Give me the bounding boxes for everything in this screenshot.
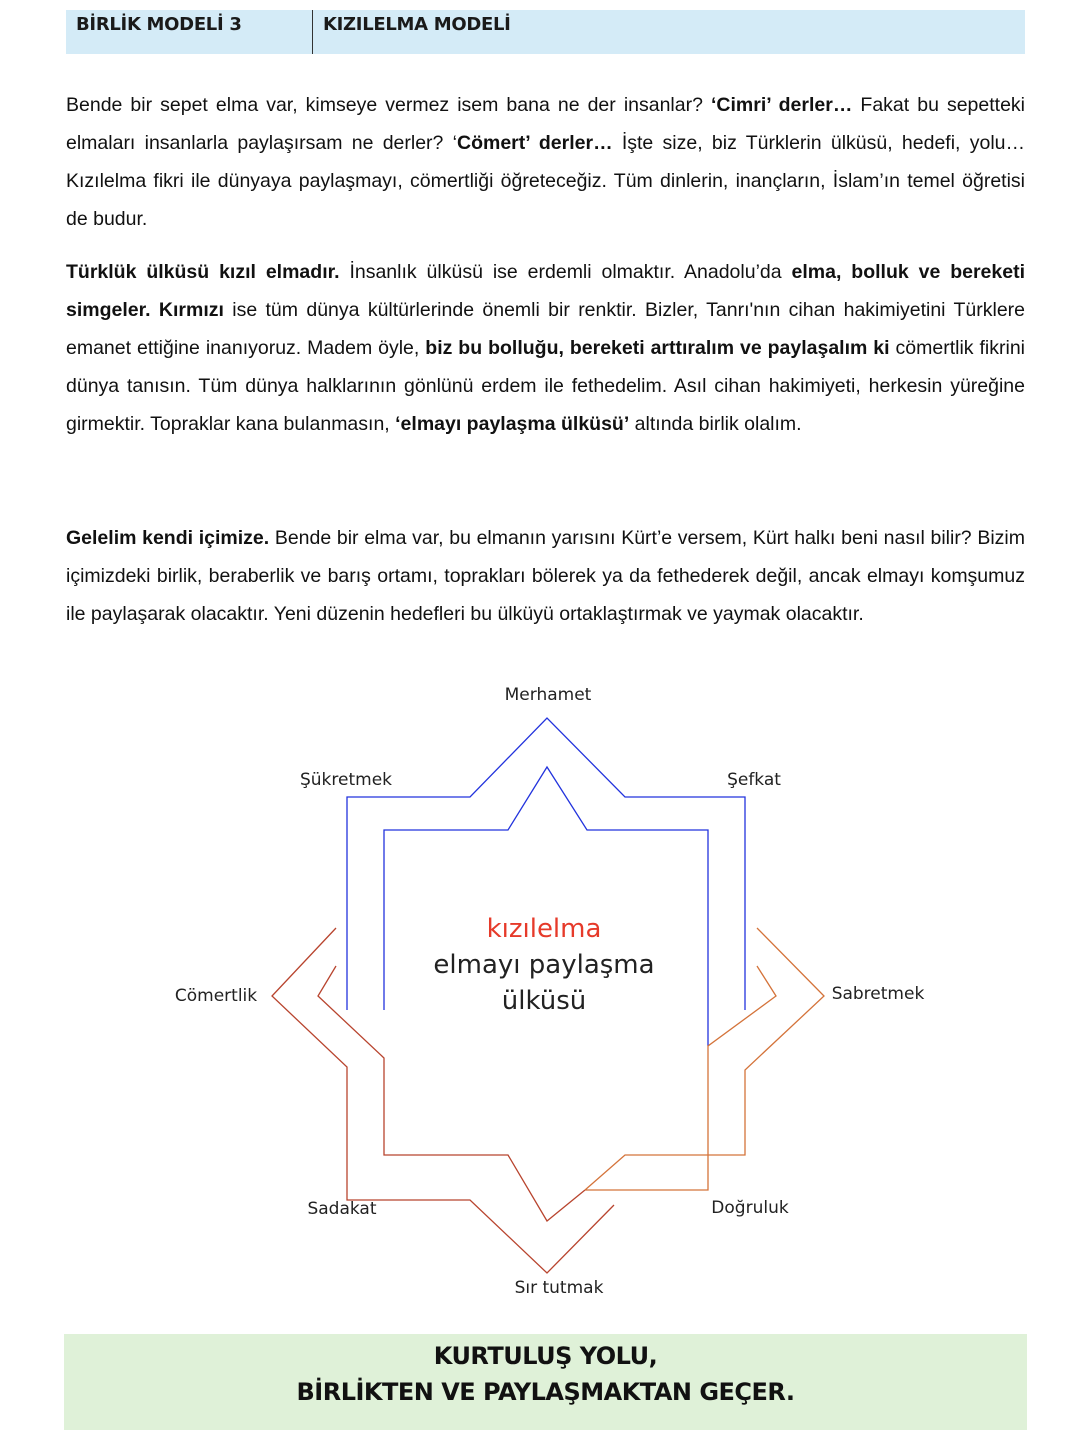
text-run: ise tüm dünya kültürlerinde önemli bir renktir. Bizler, Tanrı'nın cihan hakimiyetini Türklere emanet ettiğine inanıyoruz. Madem öyle, [66, 299, 1025, 359]
bold-text-run: biz bu bolluğu, bereketi arttıralım ve paylaşalım ki [425, 337, 890, 359]
label-dogruluk: Doğruluk [711, 1198, 789, 1218]
center-subtitle-line2: ülküsü [501, 986, 587, 1016]
label-sadakat: Sadakat [307, 1199, 377, 1219]
model-number-label: BİRLİK MODELİ 3 [76, 14, 242, 35]
paragraph-kendi-icimize [66, 519, 1025, 633]
center-subtitle-line1: elmayı paylaşma [433, 950, 655, 980]
paragraph-turkluk-ulkusu [66, 253, 1025, 443]
center-title-kizilelma: kızılelma [486, 914, 602, 944]
label-sabretmek: Sabretmek [831, 984, 925, 1004]
bold-text-run: Türklük ülküsü kızıl elmadır. [66, 261, 340, 283]
label-sukretmek: Şükretmek [299, 770, 393, 790]
text-run: altında birlik olalım. [629, 413, 802, 435]
text-run: cömertlik fikrini dünya tanısın. Tüm dünya halklarının gönlünü erdem ile fethedelim. Asıl cihan hakimiyeti, herkesin yüreğine girmektir. Topraklar kana bulanmasın, [66, 337, 1025, 435]
kizilelma-diagram [0, 672, 1076, 1322]
model-title: KIZILELMA MODELİ [323, 14, 511, 35]
bold-text-run: ‘Cimri’ derler… [711, 94, 853, 116]
label-comertlik: Cömertlik [174, 986, 258, 1006]
text-run: Fakat bu sepetteki elmaları insanlarla paylaşırsam ne derler? ‘ [66, 94, 1025, 154]
text-run: Bende bir elma var, bu elmanın yarısını Kürt’e versem, Kürt halkı beni nasıl bilir? Bizim içimizdeki birlik, beraberlik ve barış ortamı, toprakları bölerek ya da fethederek değil, ancak elmayı komşumuz ile paylaşarak olacaktır. Yeni düzenin hedefleri bu ülküyü ortaklaştırmak ve yaymak olacaktır. [66, 527, 1025, 625]
text-run: Bende bir sepet elma var, kimseye vermez isem bana ne der insanlar? [66, 94, 711, 116]
bold-text-run: ‘elmayı paylaşma ülküsü’ [395, 413, 630, 435]
bold-text-run: elma, bolluk ve bereketi simgeler. Kırmızı [66, 261, 1025, 321]
text-run: İşte size, biz Türklerin ülküsü, hedefi, yolu… Kızılelma fikri ile dünyaya paylaşmayı, cömertliği öğreteceğiz. Tüm dinlerin, inançların, İslam’ın temel öğretisi de budur. [66, 132, 1026, 230]
paragraph-sepet-elma [66, 86, 1025, 238]
bold-text-run: Cömert’ derler… [457, 132, 613, 154]
header-divider [312, 10, 313, 54]
label-sir-tutmak: Sır tutmak [514, 1278, 604, 1298]
label-merhamet: Merhamet [504, 685, 592, 705]
footer-banner [64, 1334, 1027, 1430]
footer-line-1: KURTULUŞ YOLU, [433, 1342, 658, 1370]
section-header [66, 10, 1025, 54]
label-sefkat: Şefkat [727, 770, 781, 790]
bold-text-run: Gelelim kendi içimize. [66, 527, 270, 549]
footer-line-2: BİRLİKTEN VE PAYLAŞMAKTAN GEÇER. [296, 1378, 795, 1406]
text-run: İnsanlık ülküsü ise erdemli olmaktır. Anadolu’da [339, 261, 792, 283]
